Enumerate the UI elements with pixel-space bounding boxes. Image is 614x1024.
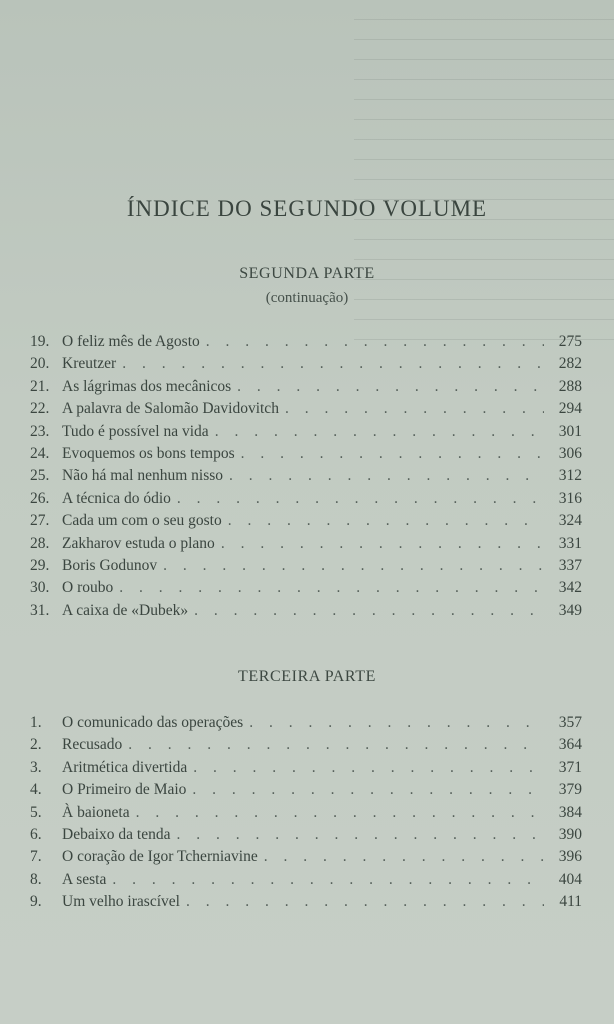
dot-leader	[241, 443, 544, 465]
chapter-number: 3.	[30, 758, 42, 776]
chapter-title: Recusado	[62, 736, 123, 754]
chapter-number: 4.	[30, 781, 42, 799]
page-number: 312	[558, 467, 582, 485]
chapter-title: A palavra de Salomão Davidovitch	[62, 400, 279, 418]
page-number: 337	[558, 556, 582, 574]
chapter-title: A técnica do ódio	[62, 489, 171, 507]
chapter-number: 21.	[30, 377, 50, 395]
chapter-title: Boris Godunov	[62, 556, 158, 574]
dot-leader	[112, 869, 544, 891]
dot-leader	[194, 600, 544, 622]
page-number: 316	[558, 489, 582, 507]
chapter-number: 5.	[30, 803, 42, 821]
page-number: 384	[558, 803, 582, 821]
dot-leader	[206, 331, 544, 353]
page-number: 364	[558, 736, 582, 754]
page-number: 349	[558, 601, 582, 619]
chapter-number: 31.	[30, 601, 50, 619]
chapter-title: O Primeiro de Maio	[62, 781, 187, 799]
toc-entry	[30, 600, 582, 622]
dot-leader	[237, 376, 544, 398]
toc-entry	[30, 555, 582, 577]
page-number: 371	[558, 758, 582, 776]
page-number: 331	[558, 534, 582, 552]
toc-entry	[30, 376, 582, 398]
toc-entry	[30, 757, 582, 779]
chapter-title: Kreutzer	[62, 355, 117, 373]
toc-entry	[30, 891, 582, 913]
dot-leader	[229, 465, 544, 487]
page-number: 411	[559, 893, 582, 911]
page-number: 396	[558, 848, 582, 866]
dot-leader	[163, 555, 544, 577]
chapter-number: 2.	[30, 736, 42, 754]
toc-entry	[30, 824, 582, 846]
chapter-title: Um velho irascível	[62, 893, 180, 911]
toc-entry	[30, 802, 582, 824]
dot-leader	[193, 757, 544, 779]
chapter-title: Não há mal nenhum nisso	[62, 467, 224, 485]
chapter-title: O coração de Igor Tcherniavine	[62, 848, 258, 866]
chapter-title: A sesta	[62, 870, 107, 888]
toc-entry	[30, 443, 582, 465]
dot-leader	[221, 533, 544, 555]
toc-entry	[30, 712, 582, 734]
dot-leader	[186, 891, 544, 913]
chapter-number: 6.	[30, 825, 42, 843]
chapter-title: À baioneta	[62, 803, 130, 821]
dot-leader	[228, 510, 544, 532]
dot-leader	[128, 734, 544, 756]
toc-entry	[30, 779, 582, 801]
page-number: 357	[558, 714, 582, 731]
chapter-title: Debaixo da tenda	[62, 825, 171, 843]
page-number: 306	[558, 444, 582, 462]
chapter-title: Tudo é possível na vida	[62, 422, 209, 440]
chapter-title: A caixa de «Dubek»	[62, 601, 189, 619]
chapter-number: 29.	[30, 556, 50, 574]
toc-entry	[30, 869, 582, 891]
chapter-number: 7.	[30, 848, 42, 866]
chapter-number: 25.	[30, 467, 50, 485]
chapter-title: Zakharov estuda o plano	[62, 534, 215, 552]
section-heading-terceira-parte: TERCEIRA PARTE	[238, 668, 376, 685]
chapter-number: 28.	[30, 534, 50, 552]
dot-leader	[249, 712, 544, 734]
toc-entry	[30, 510, 582, 532]
toc-entry	[30, 398, 582, 420]
toc-entry	[30, 465, 582, 487]
chapter-number: 1.	[30, 714, 42, 731]
page-number: 301	[558, 422, 582, 440]
page-number: 288	[558, 377, 582, 395]
toc-list-segunda-parte	[30, 331, 582, 622]
page-number: 294	[558, 400, 582, 418]
chapter-title: Evoquemos os bons tempos	[62, 444, 235, 462]
chapter-number: 30.	[30, 579, 50, 597]
page-number: 379	[558, 781, 582, 799]
dot-leader	[136, 802, 544, 824]
page-title: ÍNDICE DO SEGUNDO VOLUME	[126, 196, 488, 221]
chapter-title: O roubo	[62, 579, 114, 597]
page-number: 390	[558, 825, 582, 843]
toc-entry	[30, 533, 582, 555]
chapter-number: 27.	[30, 512, 50, 530]
dot-leader	[192, 779, 544, 801]
page-number: 275	[558, 333, 582, 350]
chapter-number: 26.	[30, 489, 50, 507]
chapter-number: 9.	[30, 893, 42, 911]
toc-entry	[30, 577, 582, 599]
dot-leader	[285, 398, 544, 420]
dot-leader	[122, 353, 544, 375]
dot-leader	[177, 488, 544, 510]
chapter-number: 23.	[30, 422, 50, 440]
toc-entry	[30, 421, 582, 443]
dot-leader	[215, 421, 544, 443]
toc-entry	[30, 488, 582, 510]
chapter-title: Aritmética divertida	[62, 758, 188, 776]
toc-entry	[30, 331, 582, 353]
dot-leader	[119, 577, 544, 599]
toc-list-terceira-parte	[30, 712, 582, 914]
chapter-title: O comunicado das operações	[62, 714, 244, 731]
page-number: 324	[558, 512, 582, 530]
chapter-title: Cada um com o seu gosto	[62, 512, 222, 530]
chapter-number: 8.	[30, 870, 42, 888]
chapter-title: O feliz mês de Agosto	[62, 333, 200, 350]
page-number: 342	[558, 579, 582, 597]
page-number: 282	[558, 355, 582, 373]
dot-leader	[264, 846, 544, 868]
section-subtitle-continuacao: (continuação)	[265, 290, 349, 306]
dot-leader	[176, 824, 544, 846]
toc-entry	[30, 734, 582, 756]
toc-entry	[30, 353, 582, 375]
page-number: 404	[558, 870, 582, 888]
chapter-title: As lágrimas dos mecânicos	[62, 377, 232, 395]
toc-entry	[30, 846, 582, 868]
chapter-number: 20.	[30, 355, 50, 373]
chapter-number: 24.	[30, 444, 50, 462]
chapter-number: 19.	[30, 333, 50, 350]
show-through-text	[354, 0, 614, 340]
chapter-number: 22.	[30, 400, 50, 418]
section-heading-segunda-parte: SEGUNDA PARTE	[239, 265, 375, 282]
